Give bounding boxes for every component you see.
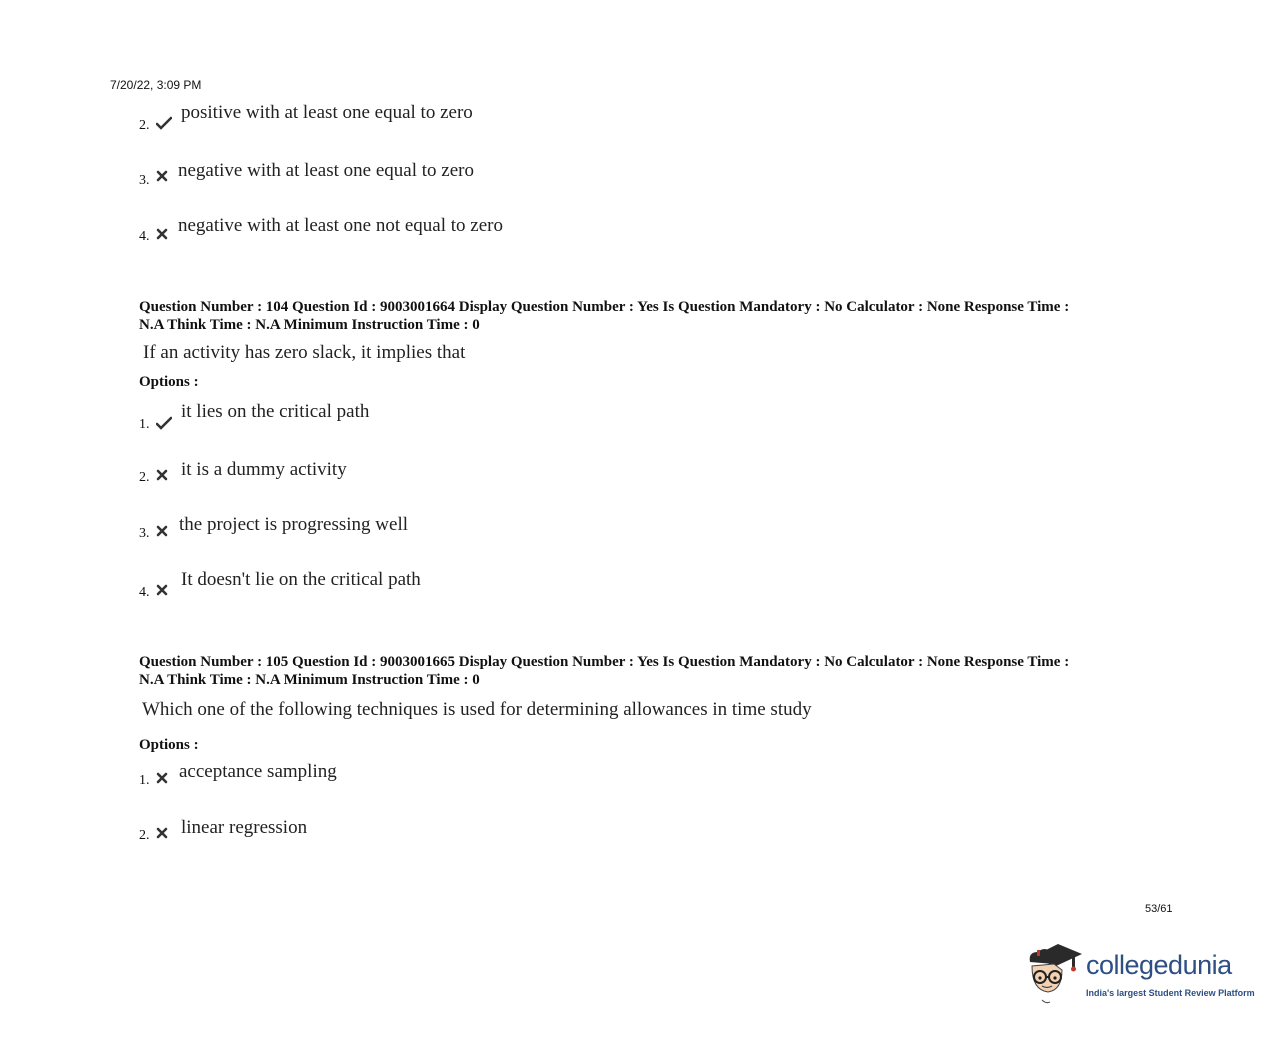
check-icon — [156, 115, 172, 131]
cross-icon — [156, 584, 168, 596]
question-meta — [139, 298, 1159, 334]
cross-icon — [156, 469, 168, 481]
option-number: 1. — [139, 417, 150, 432]
question-meta-line2: N.A Think Time : N.A Minimum Instruction Time : 0 — [139, 317, 480, 333]
question-meta — [139, 653, 1159, 689]
collegedunia-logo — [1024, 940, 1254, 1010]
option-text: positive with at least one equal to zero — [181, 102, 473, 123]
options-label: Options : — [139, 737, 199, 753]
cross-icon — [156, 228, 168, 240]
cross-icon — [156, 827, 168, 839]
option-number: 1. — [139, 773, 150, 788]
question-meta-line1: Question Number : 105 Question Id : 9003001665 Display Question Number : Yes Is Question Mandatory : No Calculator : None Response Time : — [139, 654, 1070, 670]
option-number: 2. — [139, 118, 150, 133]
option-text: it is a dummy activity — [181, 459, 347, 480]
print-timestamp: 7/20/22, 3:09 PM — [110, 78, 202, 92]
cross-icon — [156, 772, 168, 784]
option-number: 3. — [139, 173, 150, 188]
question-meta-line2: N.A Think Time : N.A Minimum Instruction Time : 0 — [139, 672, 480, 688]
option-number: 4. — [139, 229, 150, 244]
option-text: acceptance sampling — [179, 761, 337, 782]
option-text: negative with at least one not equal to zero — [178, 215, 503, 236]
question-text: If an activity has zero slack, it implies that — [143, 342, 466, 363]
option-text: it lies on the critical path — [181, 401, 370, 422]
logo-tagline: India's largest Student Review Platform — [1086, 988, 1255, 998]
option-number: 3. — [139, 526, 150, 541]
student-mascot-icon — [1024, 940, 1084, 1010]
option-text: the project is progressing well — [179, 514, 409, 535]
option-text: negative with at least one equal to zero — [178, 160, 474, 181]
option-number: 2. — [139, 828, 150, 843]
option-text: linear regression — [181, 817, 308, 838]
check-icon — [156, 415, 172, 431]
option-text: It doesn't lie on the critical path — [181, 569, 421, 590]
question-text: Which one of the following techniques is used for determining allowances in time study — [142, 699, 812, 720]
cross-icon — [156, 525, 168, 537]
logo-wordmark: collegedunia — [1086, 950, 1232, 980]
cross-icon — [156, 170, 168, 182]
option-number: 2. — [139, 470, 150, 485]
option-number: 4. — [139, 585, 150, 600]
options-label: Options : — [139, 374, 199, 390]
question-meta-line1: Question Number : 104 Question Id : 9003001664 Display Question Number : Yes Is Question Mandatory : No Calculator : None Response Time : — [139, 299, 1070, 315]
page-number: 53/61 — [1145, 903, 1173, 915]
